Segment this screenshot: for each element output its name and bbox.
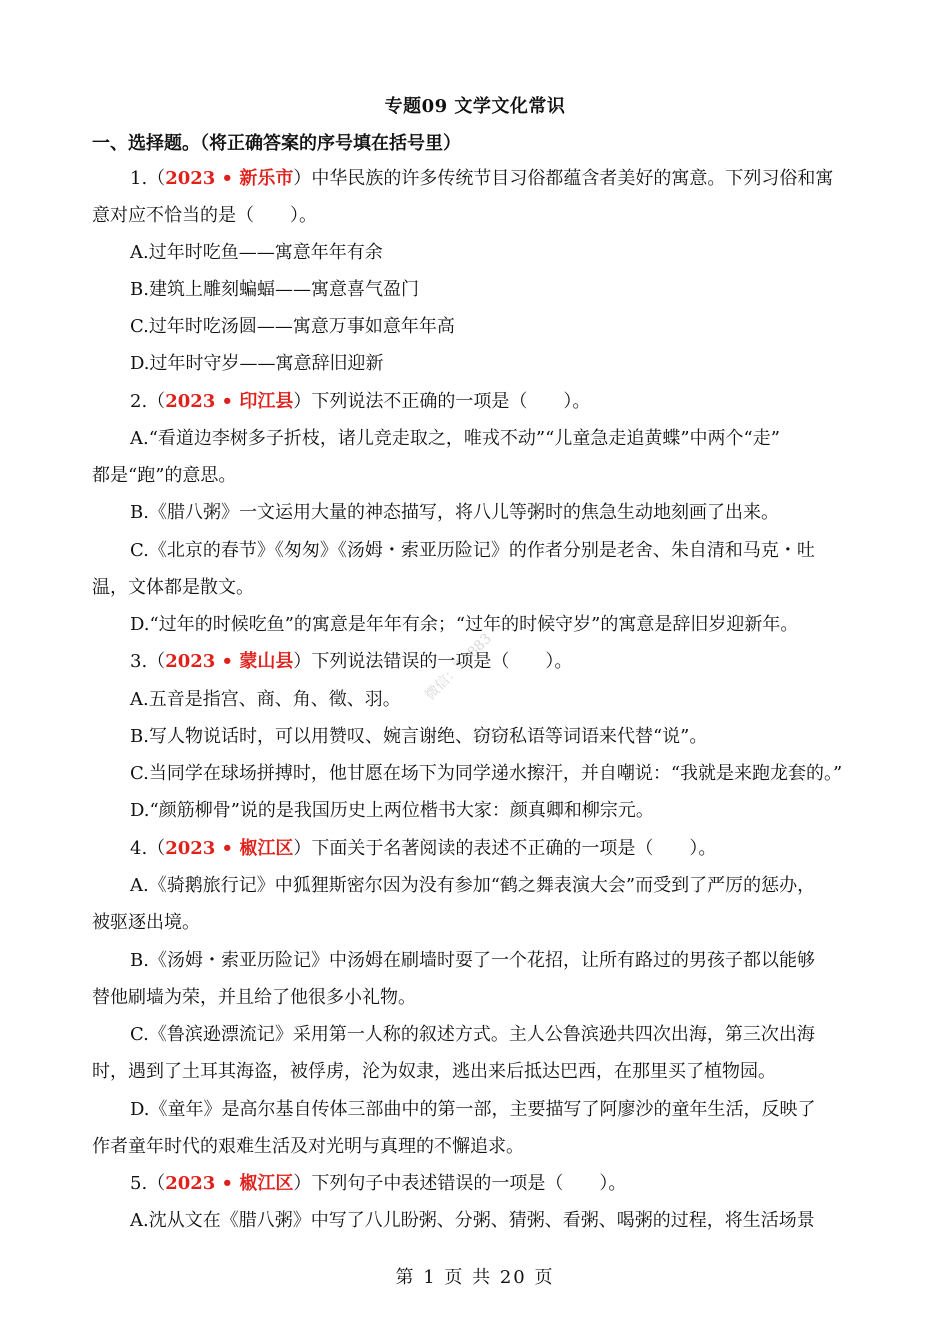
question-4-option-a: A.《骑鹅旅行记》中狐狸斯密尔因为没有参加“鹤之舞表演大会”而受到了严厉的惩办， <box>130 875 816 896</box>
question-1-option-b: B.建筑上雕刻蝙蝠——寓意喜气盈门 <box>130 279 419 300</box>
question-1-option-d: D.过年时守岁——寓意辞旧迎新 <box>130 353 384 374</box>
question-4-option-c-cont: 时，遇到了土耳其海盗，被俘虏，沦为奴隶，逃出来后抵达巴西，在那里买了植物园。 <box>92 1061 776 1082</box>
question-3-stem <box>130 650 572 674</box>
question-text: ）下列句子中表述错误的一项是（ ）。 <box>293 1173 627 1194</box>
question-4-option-d-cont: 作者童年时代的艰难生活及对光明与真理的不懈追求。 <box>92 1136 524 1157</box>
question-number: 1.（ <box>130 168 166 189</box>
question-2-option-d: D.“过年的时候吃鱼”的寓意是年年有余；“过年的时候守岁”的寓意是辞旧岁迎新年。 <box>130 614 799 635</box>
question-2-option-c-cont: 温，文体都是散文。 <box>92 577 254 598</box>
page-footer: 第 1 页 共 20 页 <box>395 1267 555 1288</box>
question-4-option-b-cont: 替他刷墙为荣，并且给了他很多小礼物。 <box>92 987 416 1008</box>
question-number: 4.（ <box>130 838 166 859</box>
question-4-option-c: C.《鲁滨逊漂流记》采用第一人称的叙述方式。主人公鲁滨逊共四次出海，第三次出海 <box>130 1024 815 1045</box>
question-2-option-a-cont: 都是“跑”的意思。 <box>92 465 237 486</box>
question-3-option-a: A.五音是指宫、商、角、徵、羽。 <box>130 689 401 710</box>
question-source: 2023 • 蒙山县 <box>165 651 294 672</box>
question-source: 2023 • 椒江区 <box>165 1173 294 1194</box>
question-5-option-a: A.沈从文在《腊八粥》中写了八儿盼粥、分粥、猜粥、看粥、喝粥的过程，将生活场景 <box>130 1210 815 1231</box>
question-4-stem <box>130 837 716 861</box>
question-3-option-c: C.当同学在球场拼搏时，他甘愿在场下为同学递水擦汗，并自嘲说：“我就是来跑龙套的。” <box>130 763 843 784</box>
question-5-stem <box>130 1172 626 1196</box>
question-text: ）下列说法错误的一项是（ ）。 <box>293 651 573 672</box>
question-number: 5.（ <box>130 1173 166 1194</box>
question-3-option-d: D.“颜筋柳骨”说的是我国历史上两位楷书大家：颜真卿和柳宗元。 <box>130 800 654 821</box>
question-source: 2023 • 印江县 <box>165 391 294 412</box>
question-text: ）下面关于名著阅读的表述不正确的一项是（ ）。 <box>293 838 717 859</box>
page-title: 专题09 文学文化常识 <box>384 96 566 117</box>
question-number: 2.（ <box>130 391 166 412</box>
question-1-stem-cont: 意对应不恰当的是（ ）。 <box>92 205 317 226</box>
question-number: 3.（ <box>130 651 166 672</box>
question-1-stem <box>130 167 833 191</box>
question-source: 2023 • 新乐市 <box>165 168 294 189</box>
watermark: 微信：T1883 <box>422 630 495 704</box>
question-text: ）下列说法不正确的一项是（ ）。 <box>293 391 591 412</box>
question-4-option-b: B.《汤姆・索亚历险记》中汤姆在刷墙时耍了一个花招，让所有路过的男孩子都以能够 <box>130 950 815 971</box>
question-2-option-a: A.“看道边李树多子折枝，诸儿竞走取之，唯戎不动”“儿童急走追黄蝶”中两个“走” <box>130 428 780 449</box>
question-3-option-b: B.写人物说话时，可以用赞叹、婉言谢绝、窃窃私语等词语来代替“说”。 <box>130 726 708 747</box>
question-4-option-d: D.《童年》是高尔基自传体三部曲中的第一部，主要描写了阿廖沙的童年生活，反映了 <box>130 1099 816 1120</box>
question-2-option-c: C.《北京的春节》《匆匆》《汤姆・索亚历险记》的作者分别是老舍、朱自清和马克・吐 <box>130 540 815 561</box>
question-2-stem <box>130 390 590 414</box>
question-source: 2023 • 椒江区 <box>165 838 294 859</box>
question-1-option-a: A.过年时吃鱼——寓意年年有余 <box>130 242 383 263</box>
section-heading: 一、选择题。（将正确答案的序号填在括号里） <box>92 133 461 154</box>
question-text: ）中华民族的许多传统节目习俗都蕴含者美好的寓意。下列习俗和寓 <box>293 168 834 189</box>
question-2-option-b: B.《腊八粥》一文运用大量的神态描写，将八儿等粥时的焦急生动地刻画了出来。 <box>130 502 779 523</box>
question-4-option-a-cont: 被驱逐出境。 <box>92 912 200 933</box>
question-1-option-c: C.过年时吃汤圆——寓意万事如意年年高 <box>130 316 455 337</box>
